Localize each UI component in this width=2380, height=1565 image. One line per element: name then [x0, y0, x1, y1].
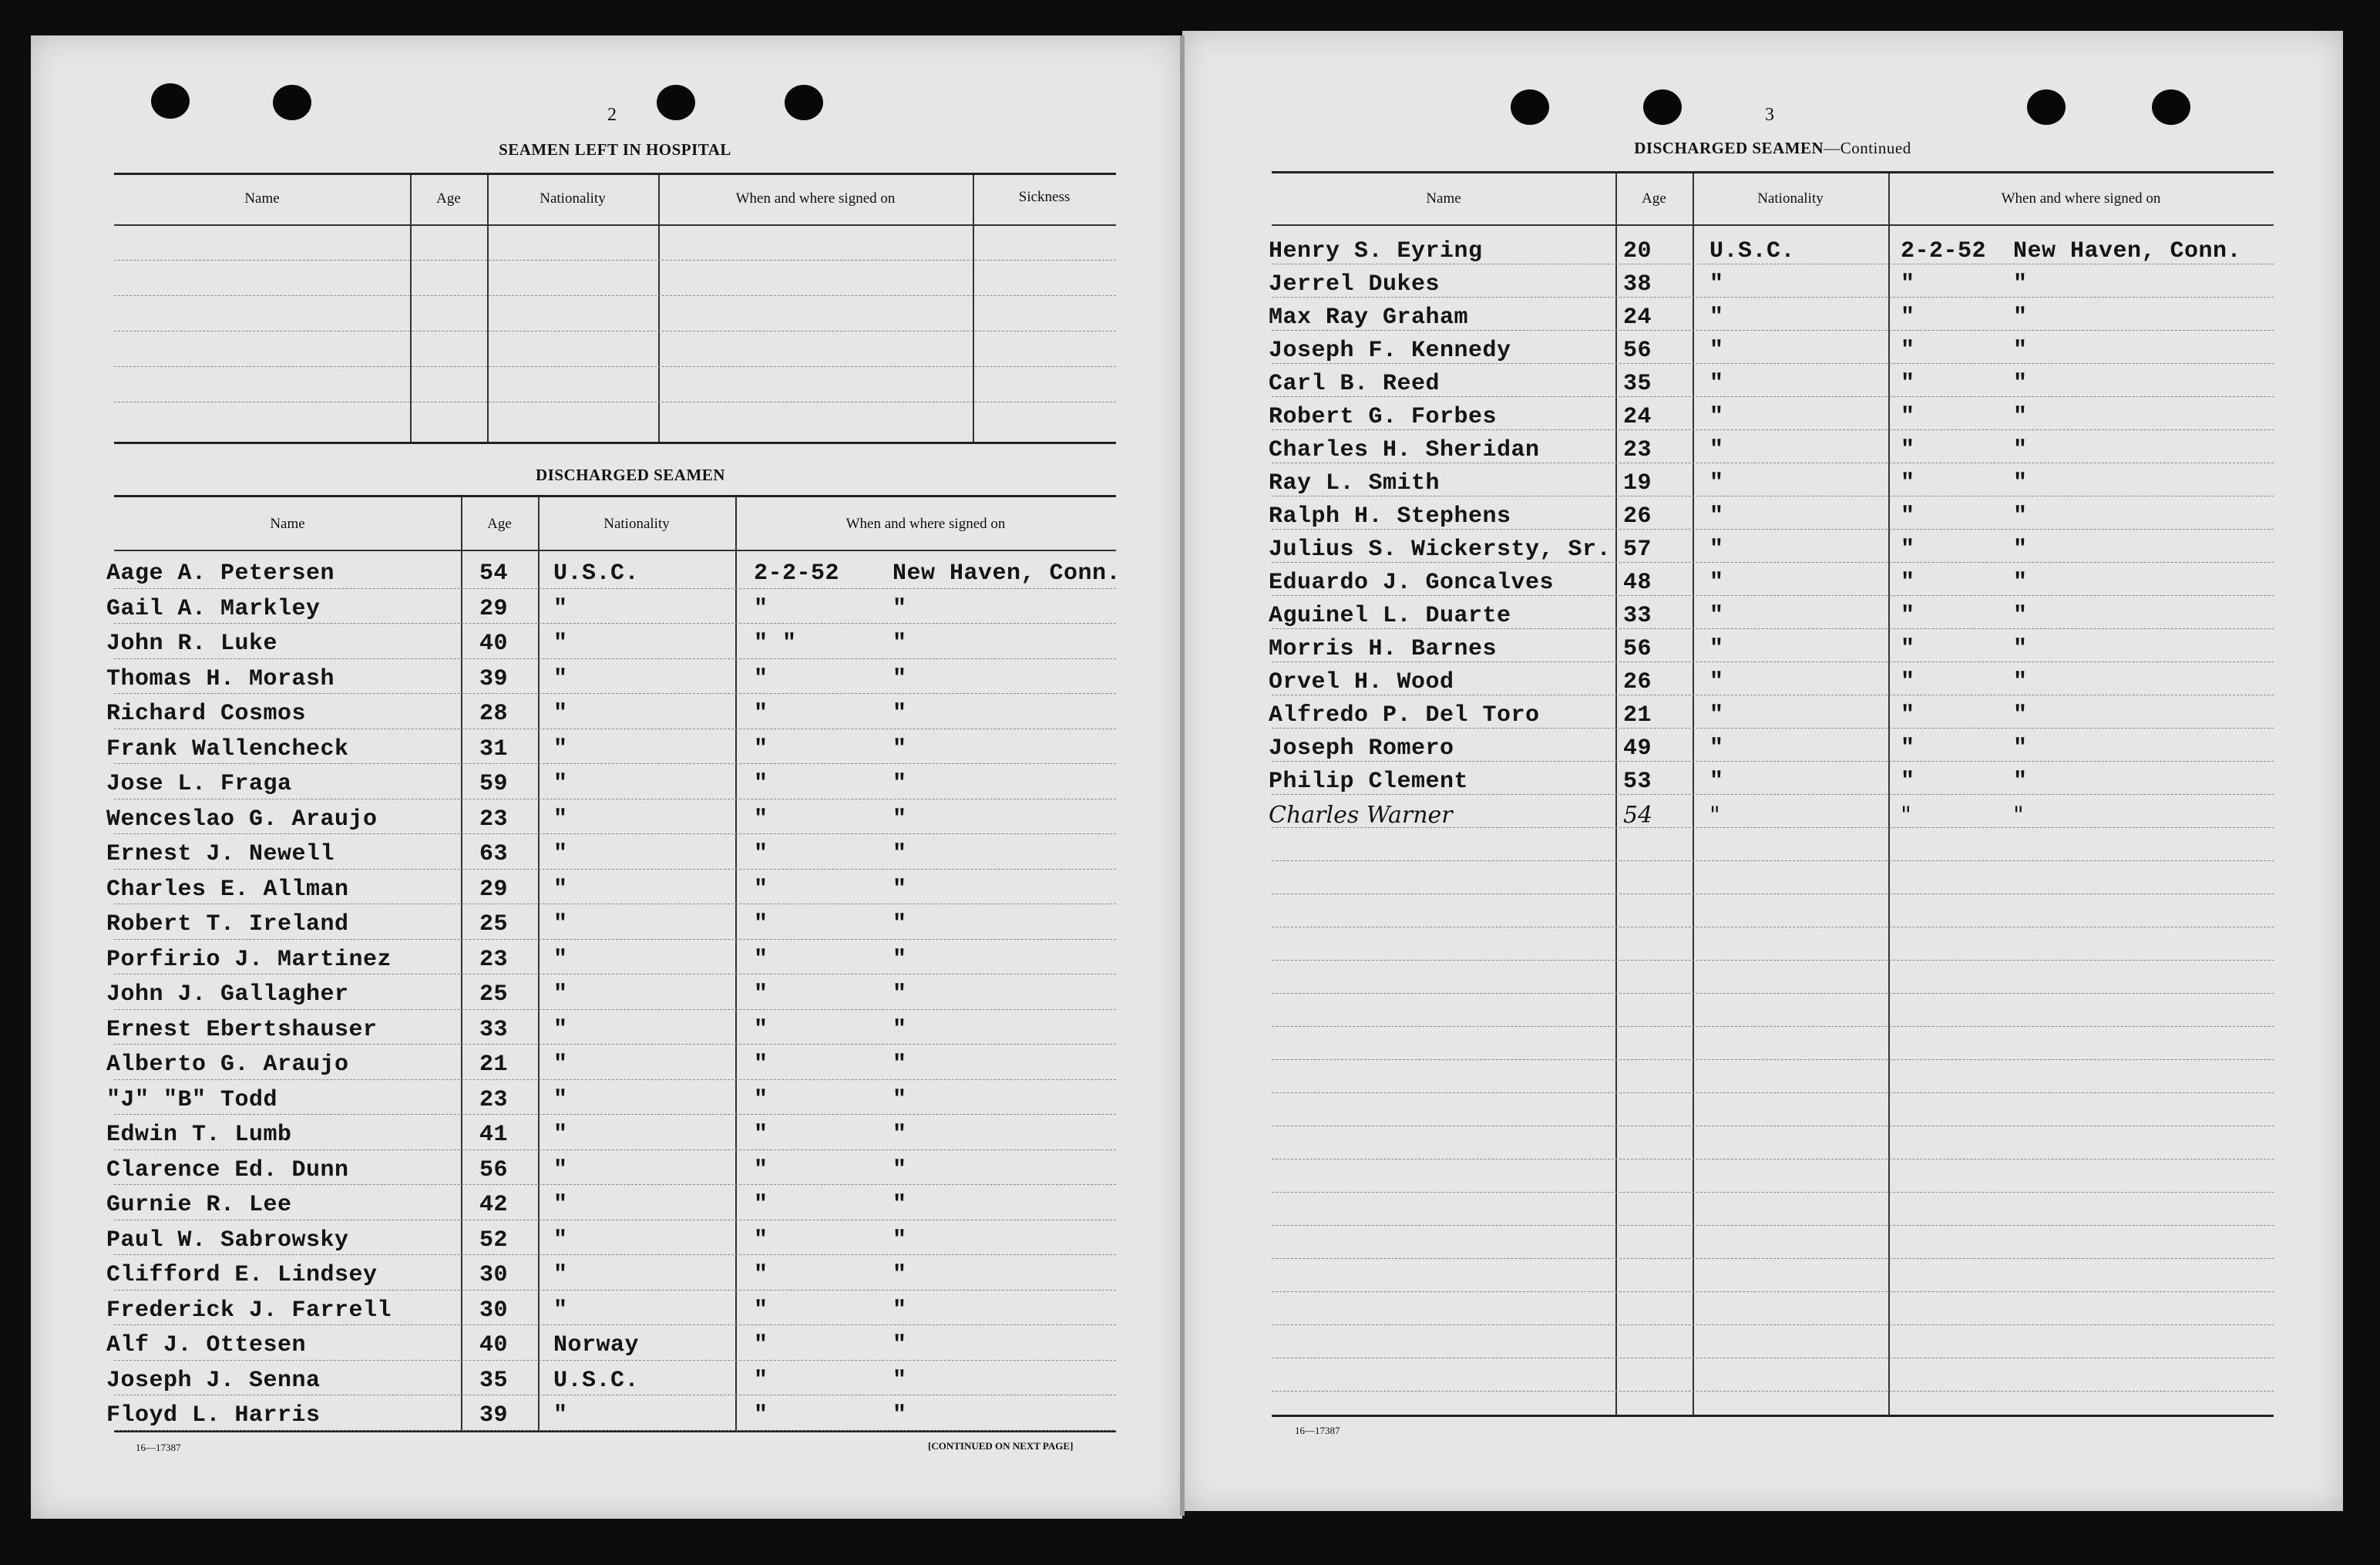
signed-on-date: ": [1901, 702, 1915, 729]
seaman-name: Aguinel L. Duarte: [1269, 603, 1511, 629]
signed-on-place: ": [892, 595, 907, 622]
seaman-nationality: U.S.C.: [553, 1367, 640, 1394]
seaman-age: 33: [1623, 603, 1652, 629]
signed-on-place: ": [892, 701, 907, 727]
seaman-name: John R. Luke: [106, 631, 278, 657]
discharged-section-title: DISCHARGED SEAMEN: [536, 466, 725, 484]
seaman-name: Max Ray Graham: [1269, 305, 1469, 331]
signed-on-place: ": [892, 1052, 907, 1078]
signed-on-date: ": [754, 1402, 768, 1429]
hospital-section-title: SEAMEN LEFT IN HOSPITAL: [499, 140, 731, 159]
seaman-nationality: ": [553, 806, 568, 833]
signed-on-place: ": [892, 1297, 907, 1324]
seaman-age: 41: [479, 1122, 509, 1148]
seaman-nationality: ": [553, 735, 568, 762]
seaman-nationality: ": [553, 946, 568, 973]
seaman-name: Thomas H. Morash: [106, 665, 335, 692]
signed-on-date: ": [1901, 404, 1915, 430]
seaman-nationality: ": [1709, 305, 1724, 331]
seaman-nationality: ": [1709, 769, 1724, 795]
column-header: Name: [244, 190, 280, 207]
seaman-name: Robert G. Forbes: [1269, 404, 1498, 430]
signed-on-date: ": [754, 1227, 768, 1254]
signed-on-date: ": [1901, 437, 1915, 463]
seaman-nationality: ": [553, 981, 568, 1008]
seaman-name: Clarence Ed. Dunn: [106, 1156, 349, 1183]
discharged-table: [106, 495, 1121, 1432]
signed-on-date: ": [1901, 305, 1915, 331]
seaman-name: Floyd L. Harris: [106, 1402, 321, 1429]
seaman-nationality: ": [553, 631, 568, 657]
punch-hole: [657, 85, 695, 120]
signed-on-date: ": [754, 1297, 768, 1324]
seaman-name: Porfirio J. Martinez: [106, 946, 392, 973]
seaman-age: 56: [479, 1156, 509, 1183]
seaman-nationality: ": [553, 1086, 568, 1113]
seaman-nationality: ": [553, 1192, 568, 1218]
seaman-age: 21: [1623, 702, 1652, 729]
signed-on-place: ": [2013, 371, 2028, 397]
page-fold: [1180, 35, 1185, 1516]
seaman-name: Aage A. Petersen: [106, 560, 335, 587]
signed-on-date: ": [754, 1052, 768, 1078]
punch-hole: [151, 83, 190, 119]
seaman-name: Jose L. Fraga: [106, 771, 292, 797]
signed-on-place: New Haven, Conn.: [892, 560, 1121, 587]
signed-on-date: ": [754, 841, 768, 867]
signed-on-place: ": [2013, 338, 2028, 364]
seaman-nationality: ": [553, 876, 568, 903]
seaman-name: Charles E. Allman: [106, 876, 349, 903]
seaman-age: 23: [479, 946, 509, 973]
seaman-nationality: ": [553, 1156, 568, 1183]
seaman-age: 28: [479, 701, 509, 727]
seaman-age: 26: [1623, 503, 1652, 530]
seaman-age: 54: [1623, 802, 1653, 829]
seaman-name: Gurnie R. Lee: [106, 1192, 292, 1218]
seaman-name: Julius S. Wickersty, Sr.: [1269, 537, 1612, 563]
signed-on-place: ": [892, 771, 907, 797]
seaman-nationality: ": [553, 1052, 568, 1078]
seaman-age: 19: [1623, 470, 1652, 496]
seaman-name: Robert T. Ireland: [106, 911, 349, 937]
signed-on-date: ": [754, 946, 768, 973]
continued-note: [CONTINUED ON NEXT PAGE]: [928, 1440, 1074, 1452]
signed-on-place: ": [2013, 636, 2028, 662]
signed-on-date: ": [754, 1367, 768, 1394]
seaman-name: John J. Gallagher: [106, 981, 349, 1008]
signed-on-place: ": [892, 1227, 907, 1254]
signed-on-date: ": [754, 981, 768, 1008]
seaman-name: Jerrel Dukes: [1269, 271, 1440, 298]
seaman-age: 48: [1623, 570, 1652, 596]
signed-on-date: ": [1901, 271, 1915, 298]
seaman-name: Ernest Ebertshauser: [106, 1016, 378, 1043]
seaman-nationality: ": [553, 1016, 568, 1043]
signed-on-place: ": [2013, 669, 2028, 695]
signed-on-place: ": [2013, 470, 2028, 496]
seaman-name: Philip Clement: [1269, 769, 1469, 795]
signed-on-date: ": [754, 701, 768, 727]
punch-hole: [2027, 89, 2066, 125]
signed-on-place: ": [2013, 769, 2028, 795]
seaman-nationality: ": [1709, 570, 1724, 596]
column-header: Name: [1426, 190, 1461, 207]
signed-on-place: ": [2013, 702, 2028, 729]
seaman-name: Ernest J. Newell: [106, 841, 335, 867]
signed-on-date: ": [754, 771, 768, 797]
seaman-nationality: ": [1709, 371, 1724, 397]
signed-on-place: New Haven, Conn.: [2013, 238, 2242, 264]
signed-on-date: ": [1901, 603, 1915, 629]
seaman-name: Edwin T. Lumb: [106, 1122, 292, 1148]
signed-on-date: ": [754, 876, 768, 903]
seaman-nationality: ": [1709, 669, 1724, 695]
signed-on-date: ": [1901, 636, 1915, 662]
seaman-nationality: ": [553, 595, 568, 622]
seaman-age: 49: [1623, 735, 1652, 762]
seaman-age: 59: [479, 771, 509, 797]
seaman-age: 42: [479, 1192, 509, 1218]
seaman-nationality: ": [553, 1262, 568, 1288]
signed-on-date: ": [1901, 338, 1915, 364]
seaman-age: 23: [1623, 437, 1652, 463]
seaman-nationality: ": [553, 841, 568, 867]
seaman-nationality: ": [553, 1402, 568, 1429]
seaman-age: 24: [1623, 404, 1652, 430]
column-header: When and where signed on: [2001, 190, 2161, 207]
seaman-age: 29: [479, 595, 509, 622]
signed-on-place: ": [892, 806, 907, 833]
seaman-name: Joseph Romero: [1269, 735, 1454, 762]
seaman-name: Joseph F. Kennedy: [1269, 338, 1511, 364]
seaman-nationality: Norway: [553, 1332, 640, 1358]
seaman-nationality: ": [1709, 271, 1724, 298]
seaman-nationality: ": [553, 665, 568, 692]
punch-hole: [2152, 89, 2190, 125]
seaman-name: Carl B. Reed: [1269, 371, 1440, 397]
column-header: When and where signed on: [845, 516, 1006, 532]
seaman-name: Paul W. Sabrowsky: [106, 1227, 349, 1254]
seaman-age: 39: [479, 1402, 509, 1429]
seaman-name: "J" "B" Todd: [106, 1086, 278, 1113]
seaman-name: Clifford E. Lindsey: [106, 1262, 378, 1288]
seaman-age: 21: [479, 1052, 509, 1078]
column-header: Name: [270, 516, 305, 532]
signed-on-place: ": [892, 1016, 907, 1043]
seaman-age: 52: [479, 1227, 509, 1254]
signed-on-place: ": [892, 1086, 907, 1113]
signed-on-date: ": [1901, 503, 1915, 530]
signed-on-place: ": [2013, 437, 2028, 463]
punch-hole: [1511, 89, 1549, 125]
seaman-age: 33: [479, 1016, 509, 1043]
signed-on-place: ": [2013, 603, 2028, 629]
seaman-age: 38: [1623, 271, 1652, 298]
seaman-nationality: ": [553, 771, 568, 797]
seaman-age: 30: [479, 1297, 509, 1324]
signed-on-date: ": [754, 806, 768, 833]
column-header: Age: [487, 516, 512, 532]
seaman-age: 24: [1623, 305, 1652, 331]
seaman-name: Wenceslao G. Araujo: [106, 806, 378, 833]
signed-on-place: ": [892, 946, 907, 973]
seaman-name: Charles H. Sheridan: [1269, 437, 1540, 463]
seaman-name: Charles Warner: [1269, 802, 1453, 829]
seaman-name: Richard Cosmos: [106, 701, 307, 727]
discharged-continued-title: [1272, 139, 2274, 158]
seaman-name: Alfredo P. Del Toro: [1269, 702, 1540, 729]
section-title-text: DISCHARGED SEAMEN: [1634, 139, 1824, 157]
seaman-name: Eduardo J. Goncalves: [1269, 570, 1555, 596]
signed-on-place: ": [892, 876, 907, 903]
signed-on-place: ": [892, 1332, 907, 1358]
seaman-age: 40: [479, 631, 509, 657]
page-number: 2: [607, 105, 617, 125]
signed-on-date: ": [754, 735, 768, 762]
signed-on-date: ": [754, 595, 768, 622]
seaman-nationality: ": [1709, 636, 1724, 662]
column-header: Nationality: [540, 190, 606, 207]
seaman-age: 54: [479, 560, 509, 587]
seaman-nationality: ": [553, 911, 568, 937]
seaman-age: 29: [479, 876, 509, 903]
signed-on-place: ": [2013, 503, 2028, 530]
signed-on-date: ": [754, 1332, 768, 1358]
signed-on-date: ": [754, 1086, 768, 1113]
seaman-nationality: ": [553, 701, 568, 727]
discharged-continued-table: [1269, 171, 2274, 1417]
seaman-name: Morris H. Barnes: [1269, 636, 1498, 662]
column-header: Age: [1642, 190, 1666, 207]
signed-on-date: ": [754, 1262, 768, 1288]
section-title-suffix: —Continued: [1824, 139, 1911, 157]
seaman-nationality: U.S.C.: [1709, 238, 1796, 264]
seaman-name: Alf J. Ottesen: [106, 1332, 307, 1358]
signed-on-place: ": [2013, 404, 2028, 430]
signed-on-date: ": [754, 1156, 768, 1183]
seaman-nationality: U.S.C.: [553, 560, 640, 587]
seaman-name: Ralph H. Stephens: [1269, 503, 1511, 530]
seaman-nationality: ": [553, 1122, 568, 1148]
punch-hole: [1643, 89, 1682, 125]
signed-on-place: ": [892, 911, 907, 937]
page-number: 3: [1765, 105, 1774, 125]
signed-on-place: ": [892, 841, 907, 867]
seaman-name: Frank Wallencheck: [106, 735, 349, 762]
signed-on-place: ": [892, 1402, 907, 1429]
column-header: Nationality: [1757, 190, 1824, 207]
seaman-age: 23: [479, 806, 509, 833]
signed-on-date: " ": [754, 631, 797, 657]
seaman-nationality: ": [1709, 702, 1724, 729]
signed-on-date: ": [1901, 470, 1915, 496]
seaman-name: Gail A. Markley: [106, 595, 321, 622]
column-header: Sickness: [1018, 189, 1071, 205]
punch-hole: [785, 85, 823, 120]
seaman-age: 39: [479, 665, 509, 692]
seaman-age: 23: [479, 1086, 509, 1113]
signed-on-date: ": [1901, 570, 1915, 596]
signed-on-place: ": [2013, 570, 2028, 596]
signed-on-place: ": [2013, 735, 2028, 762]
signed-on-date: 2-2-52: [1901, 238, 1987, 264]
signed-on-date: ": [754, 665, 768, 692]
signed-on-date: ": [1901, 735, 1915, 762]
signed-on-date: ": [1901, 537, 1915, 563]
signed-on-place: ": [892, 735, 907, 762]
seaman-age: 53: [1623, 769, 1652, 795]
seaman-nationality: ": [553, 1297, 568, 1324]
seaman-name: Orvel H. Wood: [1269, 669, 1454, 695]
seaman-age: 31: [479, 735, 509, 762]
signed-on-place: ": [892, 1367, 907, 1394]
seaman-age: 63: [479, 841, 509, 867]
seaman-name: Alberto G. Araujo: [106, 1052, 349, 1078]
seaman-name: Henry S. Eyring: [1269, 238, 1483, 264]
seaman-nationality: ": [1709, 338, 1724, 364]
form-number: 16—17387: [136, 1442, 181, 1453]
seaman-age: 20: [1623, 238, 1652, 264]
hospital-table: [114, 173, 1116, 444]
column-header: When and where signed on: [735, 190, 896, 207]
seaman-age: 25: [479, 911, 509, 937]
signed-on-date: ": [1901, 769, 1915, 795]
signed-on-date: ": [1901, 669, 1915, 695]
seaman-age: 35: [479, 1367, 509, 1394]
signed-on-place: ": [892, 631, 907, 657]
signed-on-place: ": [2013, 305, 2028, 331]
signed-on-place: ": [892, 1262, 907, 1288]
signed-on-place: ": [2013, 802, 2024, 829]
seaman-age: 56: [1623, 636, 1652, 662]
seaman-name: Joseph J. Senna: [106, 1367, 321, 1394]
signed-on-date: ": [1901, 802, 1911, 829]
seaman-nationality: ": [1709, 437, 1724, 463]
signed-on-date: ": [754, 911, 768, 937]
seaman-nationality: ": [553, 1227, 568, 1254]
seaman-nationality: ": [1709, 503, 1724, 530]
seaman-age: 30: [479, 1262, 509, 1288]
seaman-nationality: ": [1709, 404, 1724, 430]
seaman-nationality: ": [1709, 735, 1724, 762]
seaman-age: 56: [1623, 338, 1652, 364]
seaman-nationality: ": [1709, 603, 1724, 629]
signed-on-date: ": [754, 1122, 768, 1148]
seaman-nationality: ": [1709, 802, 1720, 829]
column-header: Age: [436, 190, 461, 207]
form-number: 16—17387: [1295, 1425, 1340, 1436]
signed-on-date: ": [754, 1016, 768, 1043]
signed-on-place: ": [2013, 271, 2028, 298]
signed-on-place: ": [2013, 537, 2028, 563]
seaman-name: Frederick J. Farrell: [106, 1297, 392, 1324]
seaman-age: 57: [1623, 537, 1652, 563]
signed-on-date: ": [1901, 371, 1915, 397]
seaman-nationality: ": [1709, 537, 1724, 563]
signed-on-date: ": [754, 1192, 768, 1218]
seaman-name: Ray L. Smith: [1269, 470, 1440, 496]
seaman-nationality: ": [1709, 470, 1724, 496]
signed-on-date: 2-2-52: [754, 560, 840, 587]
seaman-age: 35: [1623, 371, 1652, 397]
signed-on-place: ": [892, 1192, 907, 1218]
punch-hole: [273, 85, 311, 120]
signed-on-place: ": [892, 1156, 907, 1183]
signed-on-place: ": [892, 665, 907, 692]
seaman-age: 25: [479, 981, 509, 1008]
signed-on-place: ": [892, 1122, 907, 1148]
seaman-age: 26: [1623, 669, 1652, 695]
column-header: Nationality: [603, 516, 670, 532]
signed-on-place: ": [892, 981, 907, 1008]
seaman-age: 40: [479, 1332, 509, 1358]
